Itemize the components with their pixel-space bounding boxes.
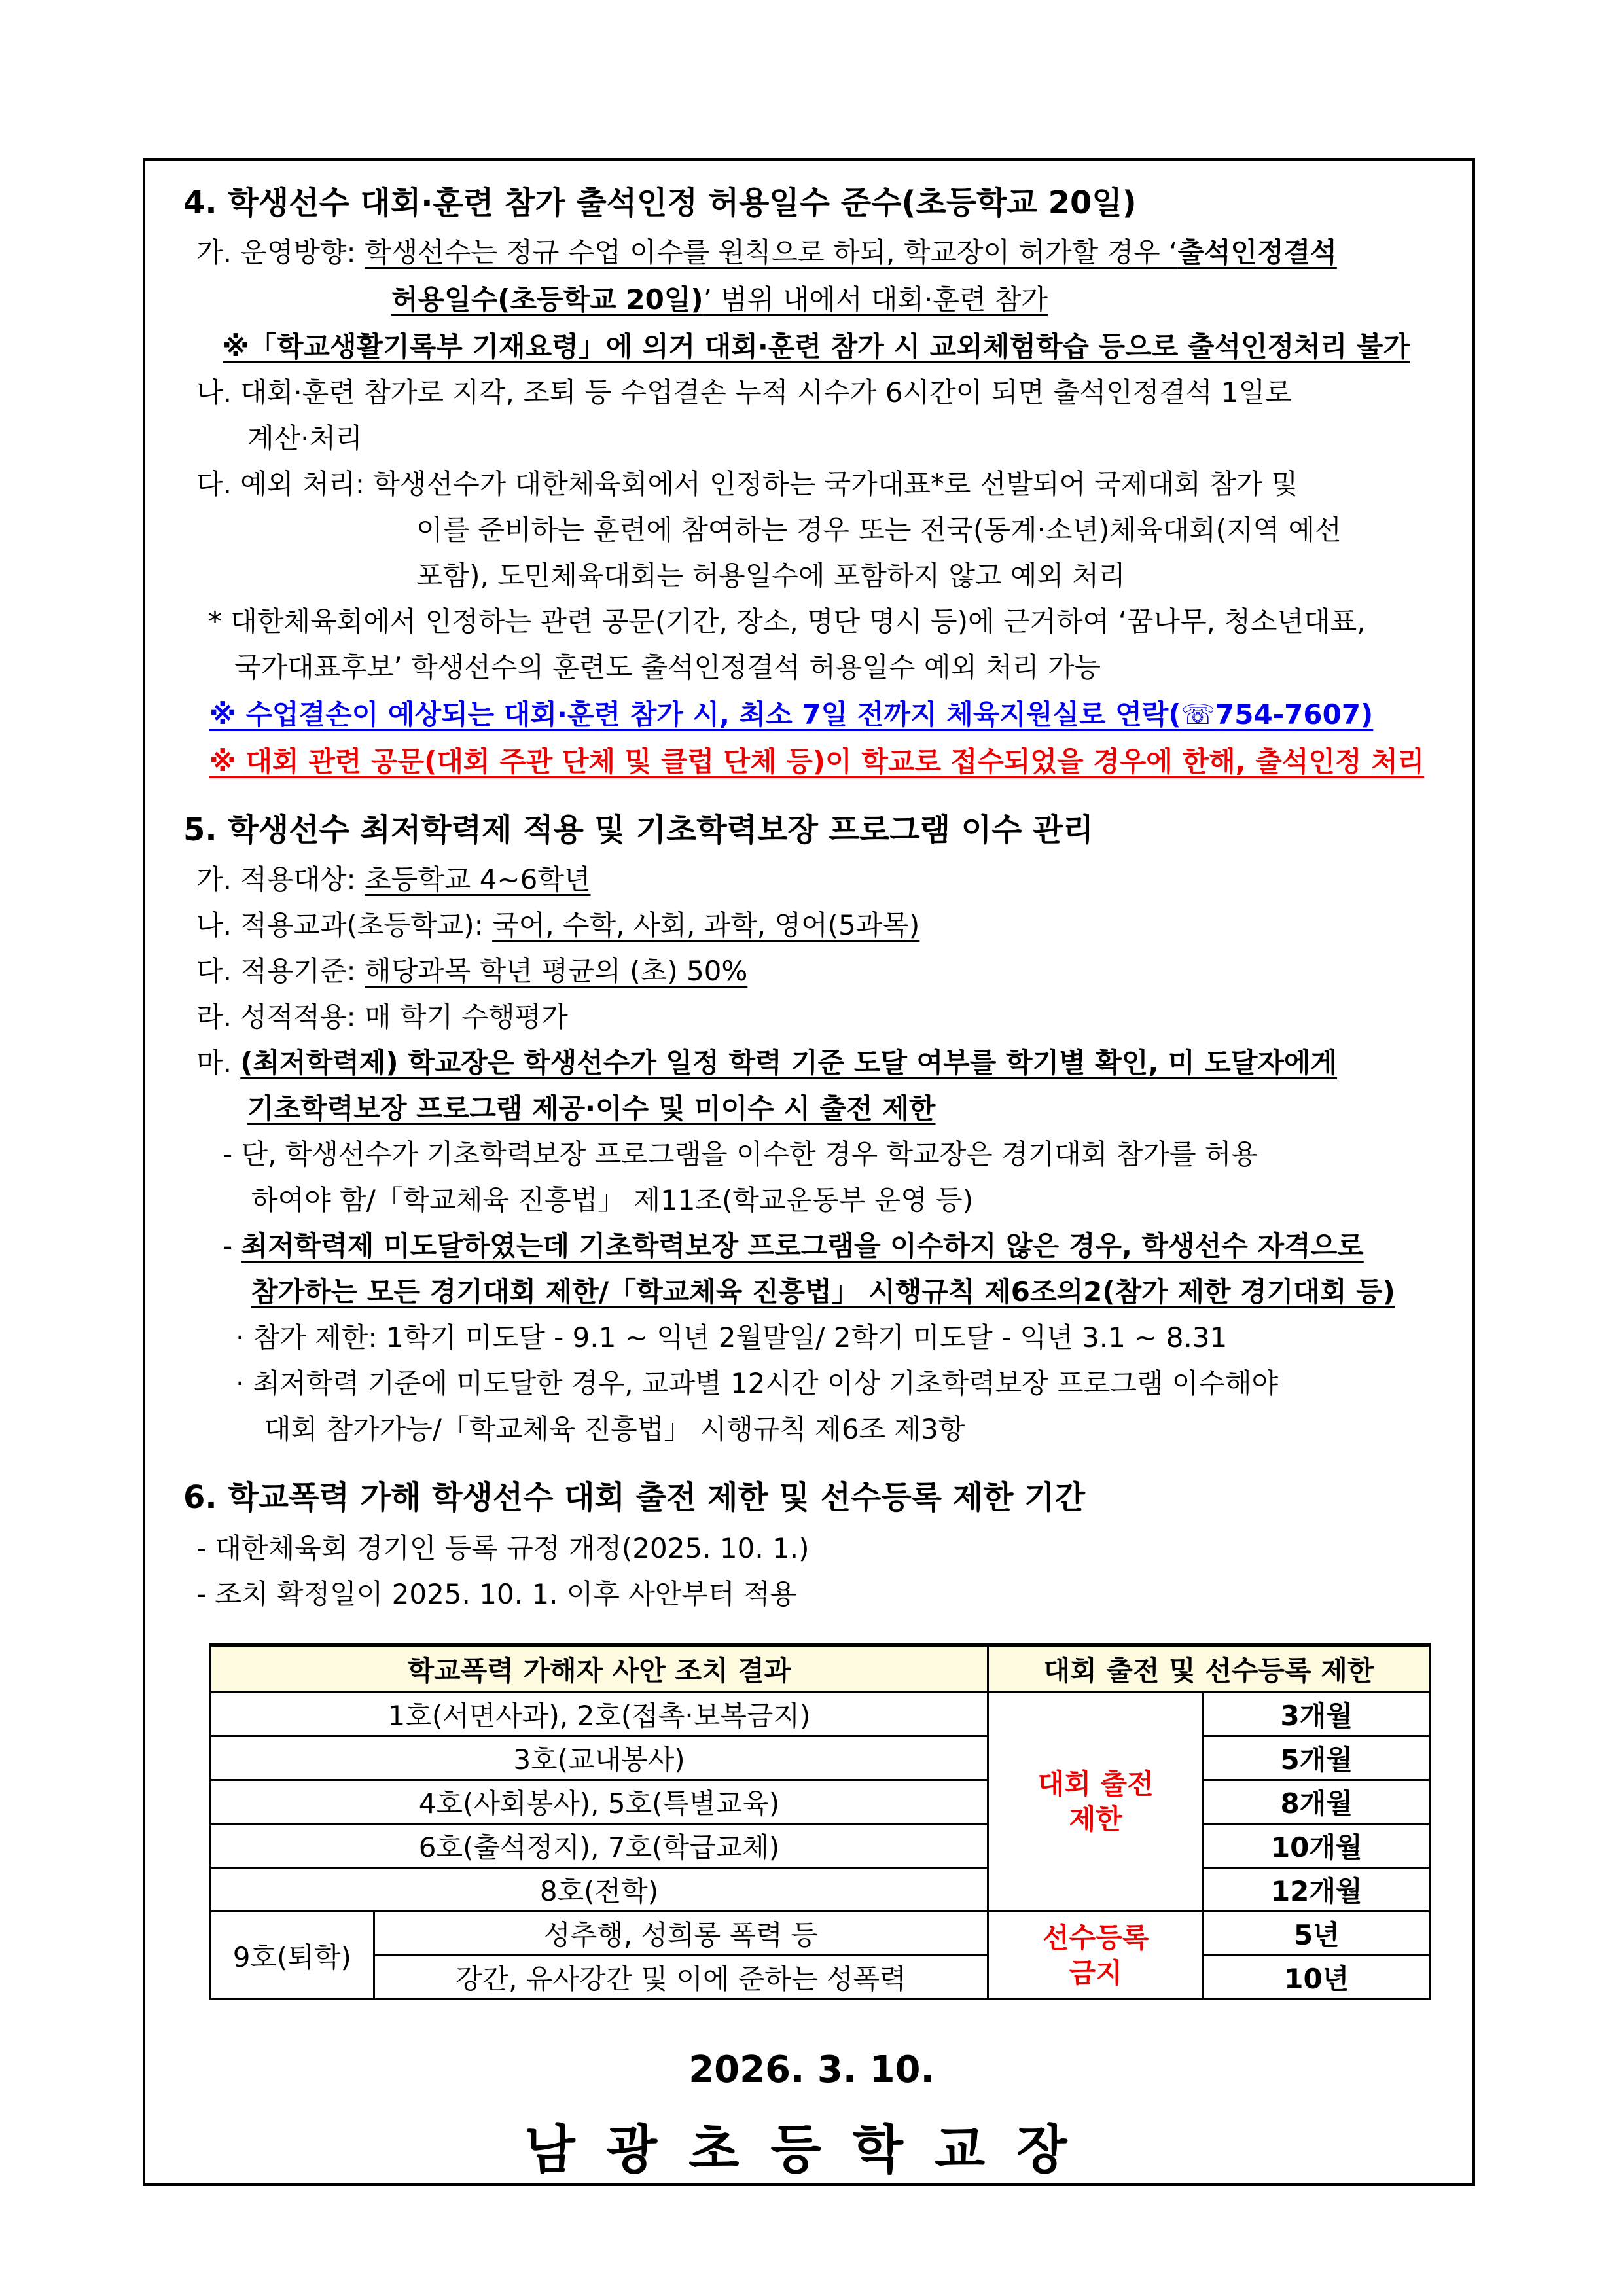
- s4-na-line2: 계산·처리: [247, 422, 363, 454]
- s4-ga-bold2: 허용일수(초등학교 20일): [391, 283, 704, 315]
- period-cell: 10개월: [1204, 1824, 1430, 1868]
- period-cell: 5개월: [1204, 1736, 1430, 1780]
- s4-da-label: 다. 예외 처리:: [196, 468, 374, 500]
- period-cell: 10년: [1204, 1956, 1430, 2000]
- table-row: [211, 1824, 1430, 1868]
- s4-star-line2: 국가대표후보’ 학생선수의 훈련도 출석인정결석 허용일수 예외 처리 가능: [234, 651, 1101, 683]
- s4-blue-note: ※ 수업결손이 예상되는 대회·훈련 참가 시, 최소 7일 전까지 체육지원실로 연락(☏754-7607): [209, 698, 1374, 730]
- s4-ga-text1: 학생선수는 정규 수업 이수를 원칙으로 하되, 학교장이 허가할 경우 ‘: [365, 236, 1178, 268]
- measure-cell: 4호(사회봉사), 5호(특별교육): [211, 1780, 988, 1824]
- s5-dash2-line1: [223, 1228, 1364, 1265]
- row9-label: 9호(퇴학): [211, 1912, 374, 2000]
- s5-dot1: · 참가 제한: 1학기 미도달 - 9.1 ~ 익년 2월말일/ 2학기 미도달 - 익년 3.1 ~ 8.31: [236, 1321, 1228, 1354]
- period-cell: 3개월: [1204, 1693, 1430, 1736]
- table-row: [211, 1912, 1430, 1956]
- s6-dash1: - 대한체육회 경기인 등록 규정 개정(2025. 10. 1.): [196, 1532, 810, 1564]
- measure-cell: 6호(출석정지), 7호(학급교체): [211, 1824, 988, 1868]
- s5-ra-label: 라. 성적적용:: [196, 1001, 365, 1033]
- sanction-table: [209, 1643, 1431, 2000]
- s5-ma-line2: 기초학력보장 프로그램 제공·이수 및 미이수 시 출전 제한: [247, 1092, 936, 1124]
- s5-na-label: 나. 적용교과(초등학교):: [196, 909, 493, 941]
- s4-da-text1: 학생선수가 대한체육회에서 인정하는 국가대표*로 선발되어 국제대회 참가 및: [373, 468, 1298, 500]
- table-row: [211, 1736, 1430, 1780]
- table-row: [211, 1780, 1430, 1824]
- s5-da: [196, 953, 747, 990]
- table-row: [211, 1693, 1430, 1736]
- s5-ma-label: 마.: [196, 1047, 241, 1079]
- group2-label-line1: 선수등록: [1043, 1921, 1149, 1954]
- group1-label-line1: 대회 출전: [1037, 1768, 1154, 1800]
- s5-ga-value: 초등학교 4~6학년: [365, 863, 591, 895]
- group2-label-line2: 금지: [1069, 1956, 1122, 1989]
- s5-na-value: 국어, 수학, 사회, 과학, 영어(5과목): [492, 909, 920, 941]
- group-registration-ban: [988, 1912, 1204, 2000]
- header-measure: 학교폭력 가해자 사안 조치 결과: [211, 1645, 988, 1693]
- s5-dot2-line1: · 최저학력 기준에 미도달한 경우, 교과별 12시간 이상 기초학력보장 프로그램 이수해야: [236, 1367, 1279, 1399]
- s5-dash1-line1: - 단, 학생선수가 기초학력보장 프로그램을 이수한 경우 학교장은 경기대회 참가를 허용: [223, 1138, 1258, 1170]
- header-restriction: 대회 출전 및 선수등록 제한: [988, 1645, 1430, 1693]
- period-cell: 12개월: [1204, 1868, 1430, 1912]
- table-row: [211, 1956, 1430, 2000]
- s4-da-line3: 포함), 도민체육대회는 허용일수에 포함하지 않고 예외 처리: [416, 560, 1126, 592]
- principal-signature: 남광초등학교장: [524, 2119, 1099, 2180]
- measure-cell: 강간, 유사강간 및 이에 준하는 성폭력: [374, 1956, 988, 2000]
- s5-ra: [196, 999, 568, 1035]
- s4-star-line1: * 대한체육회에서 인정하는 관련 공문(기간, 장소, 명단 명시 등)에 근거하여 ‘꿈나무, 청소년대표,: [208, 605, 1366, 637]
- s5-dash1-line2: 하여야 함/「학교체육 진흥법」 제11조(학교운동부 운영 등): [251, 1184, 974, 1216]
- s5-dash2-prefix: -: [223, 1230, 241, 1262]
- s5-da-label: 다. 적용기준:: [196, 955, 365, 987]
- s4-ga-bold1: 출석인정결석: [1177, 236, 1337, 268]
- s4-ga-line2: [391, 281, 1048, 318]
- s4-ga-label: 가. 운영방향:: [196, 236, 365, 268]
- measure-cell: 성추행, 성희롱 폭력 등: [374, 1912, 988, 1956]
- period-cell: 5년: [1204, 1912, 1430, 1956]
- s4-da-line2: 이를 준비하는 훈련에 참여하는 경우 또는 전국(동계·소년)체육대회(지역 예선: [416, 514, 1342, 546]
- s5-ma-text1: (최저학력제) 학교장은 학생선수가 일정 학력 기준 도달 여부를 학기별 확인, 미 도달자에게: [240, 1047, 1338, 1079]
- s4-ga-line1: [196, 234, 1337, 271]
- section-6-title: 6. 학교폭력 가해 학생선수 대회 출전 제한 및 선수등록 제한 기간: [183, 1479, 1085, 1516]
- s4-da-line1: [196, 466, 1298, 503]
- measure-cell: 1호(서면사과), 2호(접촉·보복금지): [211, 1693, 988, 1736]
- table-row: [211, 1868, 1430, 1912]
- s6-dash2: - 조치 확정일이 2025. 10. 1. 이후 사안부터 적용: [196, 1578, 797, 1610]
- period-cell: 8개월: [1204, 1780, 1430, 1824]
- s5-dash2-text1: 최저학력제 미도달하였는데 기초학력보장 프로그램을 이수하지 않은 경우, 학생선수 자격으로: [241, 1230, 1364, 1262]
- s5-ra-value: 매 학기 수행평가: [365, 1001, 568, 1033]
- table-header-row: [211, 1645, 1430, 1693]
- s4-ga-text2: ’ 범위 내에서 대회·훈련 참가: [703, 283, 1048, 315]
- s5-ma-line1: [196, 1045, 1337, 1081]
- document-date: 2026. 3. 10.: [688, 2049, 935, 2091]
- group1-label-line2: 제한: [1069, 1803, 1122, 1835]
- s5-na: [196, 907, 919, 944]
- measure-cell: 3호(교내봉사): [211, 1736, 988, 1780]
- s4-na-line1: 나. 대회·훈련 참가로 지각, 조퇴 등 수업결손 누적 시수가 6시간이 되면 출석인정결석 1일로: [196, 376, 1292, 408]
- section-4-title: 4. 학생선수 대회·훈련 참가 출석인정 허용일수 준수(초등학교 20일): [183, 185, 1137, 221]
- s4-note: ※「학교생활기록부 기재요령」에 의거 대회·훈련 참가 시 교외체험학습 등으로 출석인정처리 불가: [223, 331, 1410, 363]
- s4-red-note: ※ 대회 관련 공문(대회 주관 단체 및 클럽 단체 등)이 학교로 접수되었을 경우에 한해, 출석인정 처리: [209, 745, 1425, 778]
- s5-dot2-line2: 대회 참가가능/「학교체육 진흥법」 시행규칙 제6조 제3항: [264, 1413, 965, 1445]
- s5-ga: [196, 861, 590, 898]
- section-5-title: 5. 학생선수 최저학력제 적용 및 기초학력보장 프로그램 이수 관리: [183, 812, 1094, 848]
- s5-dash2-line2: 참가하는 모든 경기대회 제한/「학교체육 진흥법」 시행규칙 제6조의2(참가 제한 경기대회 등): [251, 1276, 1395, 1308]
- measure-cell: 8호(전학): [211, 1868, 988, 1912]
- s5-ga-label: 가. 적용대상:: [196, 863, 365, 895]
- s5-da-value: 해당과목 학년 평균의 (초) 50%: [365, 955, 748, 987]
- group-competition-ban: [988, 1693, 1204, 1912]
